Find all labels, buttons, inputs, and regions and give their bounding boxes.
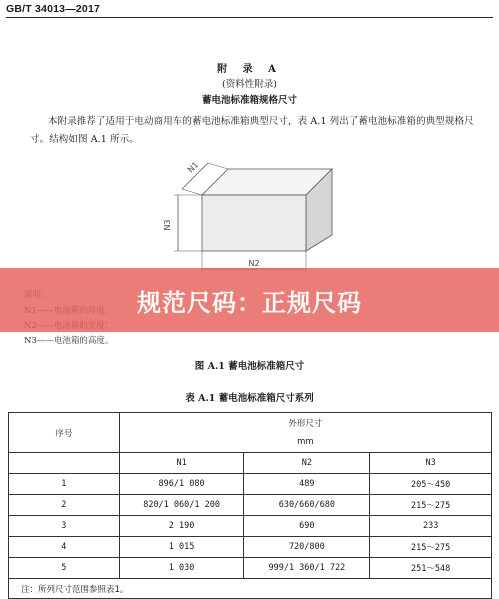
cell-n3: 251～548 <box>370 558 492 579</box>
cell-n2: 720/800 <box>244 537 370 558</box>
box-front-face <box>202 195 306 251</box>
table-header-row <box>9 413 492 433</box>
cell-n1: 896/1 080 <box>119 474 244 495</box>
cell-n2: 690 <box>244 516 370 537</box>
table-row <box>9 558 492 579</box>
watermark-banner <box>0 268 499 332</box>
table-caption: 表 A.1 蓄电池标准箱尺寸系列 <box>185 393 314 404</box>
figure-caption: 图 A.1 蓄电池标准箱尺寸 <box>194 361 305 372</box>
table-row <box>9 537 492 558</box>
cell-n1: 1 030 <box>119 558 244 579</box>
column-header-n2: N2 <box>244 453 370 474</box>
standard-number: GB/T 34013—2017 <box>6 3 101 15</box>
dimensions-title: 外形尺寸 <box>288 418 323 429</box>
unit-label: mm <box>119 433 491 453</box>
table-column-row <box>9 453 492 474</box>
row-index: 4 <box>9 537 120 558</box>
cell-n1: 2 190 <box>119 516 244 537</box>
table-note-row <box>9 579 492 599</box>
cell-n1: 820/1 060/1 200 <box>119 495 244 516</box>
cell-n2: 999/1 360/1 722 <box>244 558 370 579</box>
cell-n3: 233 <box>370 516 492 537</box>
index-header: 序号 <box>9 413 120 453</box>
column-blank <box>9 453 120 474</box>
column-header-n3: N3 <box>370 453 492 474</box>
row-index: 1 <box>9 474 120 495</box>
cell-n3: 215～275 <box>370 537 492 558</box>
row-index: 3 <box>9 516 120 537</box>
annex-subtitle: (资料性附录) <box>222 79 277 90</box>
row-index: 5 <box>9 558 120 579</box>
table-row <box>9 474 492 495</box>
column-header-n1: N1 <box>119 453 244 474</box>
n3-label: N3 <box>163 219 172 231</box>
battery-box-figure <box>160 155 350 280</box>
header-rule <box>6 17 493 18</box>
cell-n1: 1 015 <box>119 537 244 558</box>
legend-item-n3: N3——电池箱的高度。 <box>24 336 114 346</box>
cell-n3: 205～450 <box>370 474 492 495</box>
table-row <box>9 516 492 537</box>
table-row <box>9 495 492 516</box>
row-index: 2 <box>9 495 120 516</box>
cell-n2: 630/660/680 <box>244 495 370 516</box>
spec-table <box>8 412 492 599</box>
watermark-text: 规范尺码：正规尺码 <box>137 288 362 317</box>
cell-n3: 215～275 <box>370 495 492 516</box>
cell-n2: 489 <box>244 474 370 495</box>
annex-name: 蓄电池标准箱规格尺寸 <box>201 95 297 106</box>
dimensions-header <box>119 413 491 433</box>
annex-title: 附 录 A <box>217 64 282 75</box>
body-paragraph: 本附录推荐了适用于电动商用车的蓄电池标准箱典型尺寸，表 A.1 列出了蓄电池标准箱的典型规格尺寸。结构如图 A.1 所示。 <box>30 116 474 145</box>
table-note: 注：所列尺寸范围参照表1。 <box>9 579 492 599</box>
n2-label: N2 <box>248 259 260 268</box>
n1-label: N1 <box>186 160 201 175</box>
